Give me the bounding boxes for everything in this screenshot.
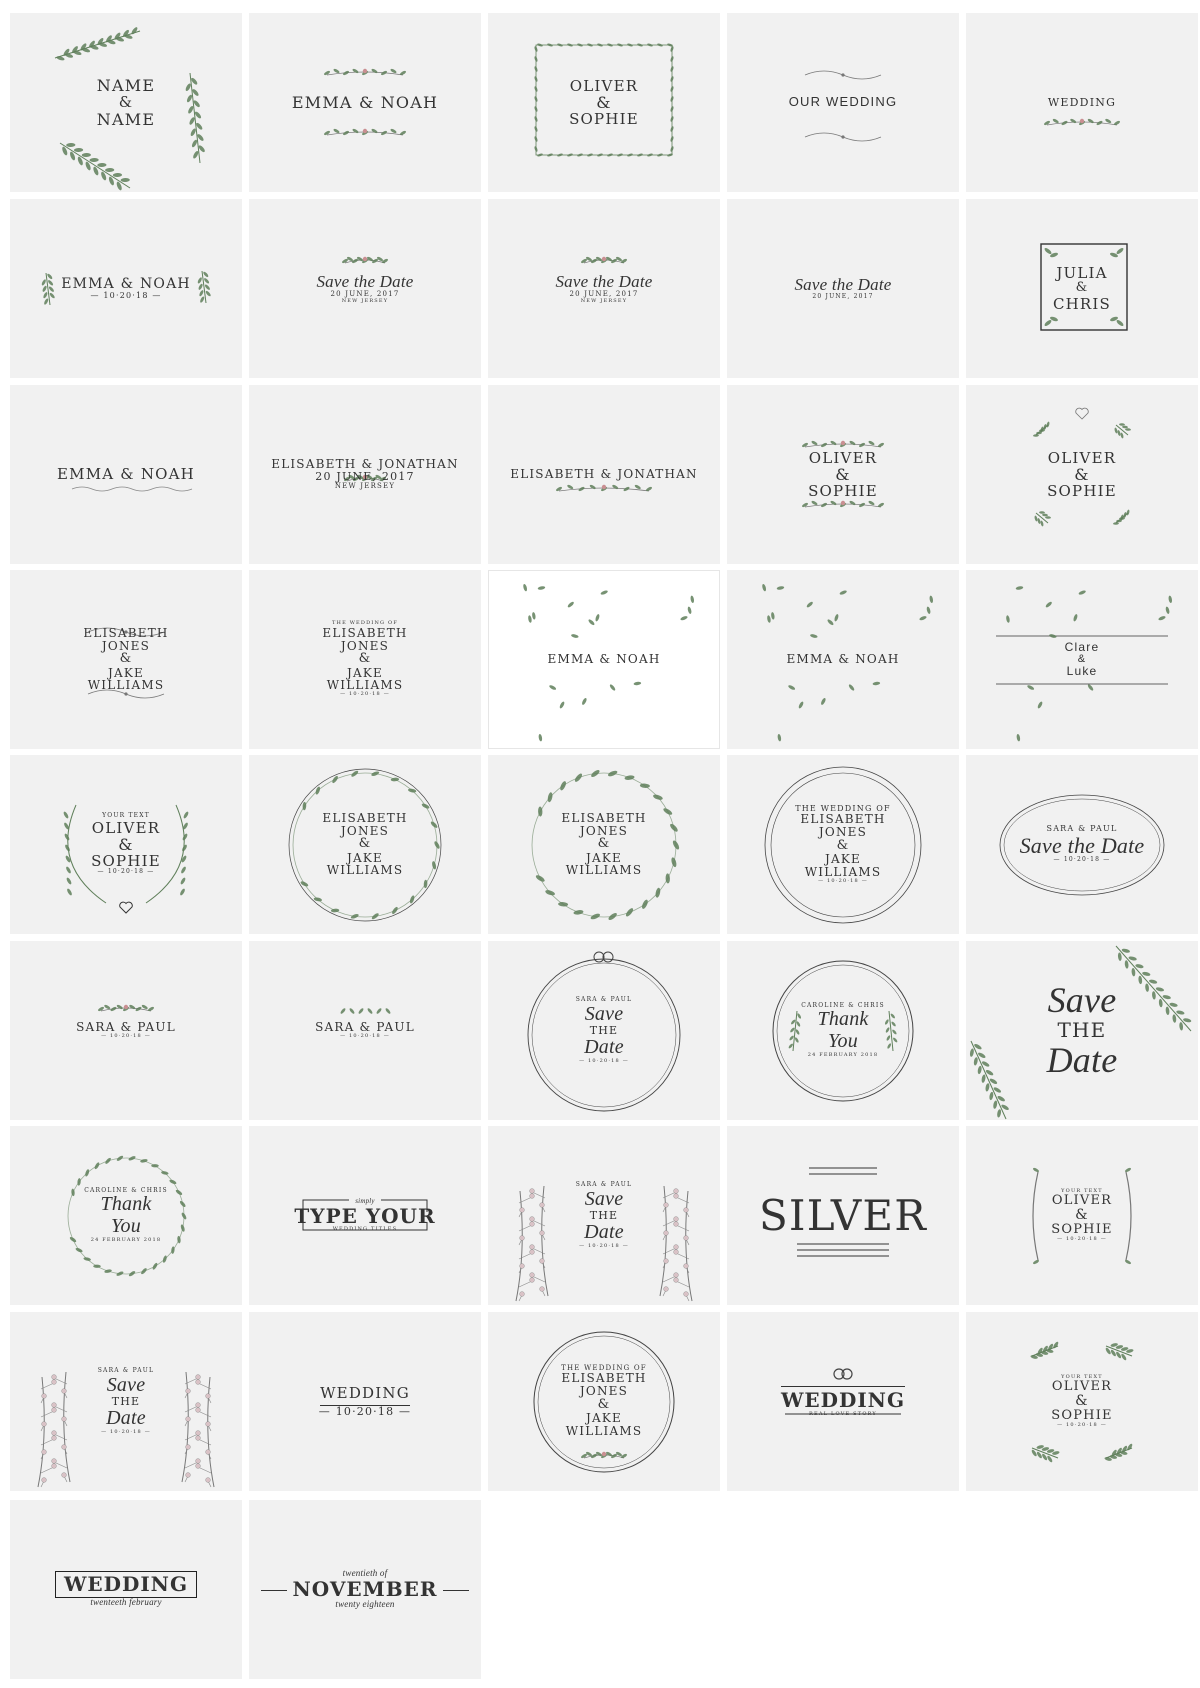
template-tile-save-the-date-inline[interactable]	[727, 199, 959, 378]
tile-text-line: &	[835, 464, 851, 484]
tile-text-line: WEDDING	[1047, 95, 1117, 109]
template-tile-elisabeth-jake-vine-ring-1[interactable]	[249, 755, 481, 934]
tile-text-line: Date	[106, 1406, 146, 1429]
tile-text-line: CAROLINE & CHRIS	[801, 1001, 885, 1009]
template-tile-julia-chris-box[interactable]	[966, 199, 1198, 378]
tile-text-line: JONES	[101, 638, 151, 653]
tile-text-block	[249, 941, 481, 1120]
tile-text-line: — 10·20·18 —	[818, 878, 868, 885]
tile-text-line: SARA & PAUL	[575, 1181, 633, 1189]
template-tile-save-the-date-nj-2[interactable]	[488, 199, 720, 378]
template-tile-emma-noah-garland[interactable]	[249, 13, 481, 192]
tile-text-line: EMMA & NOAH	[61, 275, 191, 292]
template-tile-elisabeth-jake-flourish[interactable]	[10, 570, 242, 749]
tile-text-line: — 10·20·18 —	[1057, 1422, 1107, 1429]
tile-text-line: WILLIAMS	[565, 863, 643, 878]
template-tile-elisabeth-jake-vine-ring-2[interactable]	[488, 755, 720, 934]
tile-text-line: OLIVER	[1047, 448, 1117, 467]
template-tile-oliver-sophie-frame[interactable]	[488, 13, 720, 192]
template-tile-type-your[interactable]	[249, 1126, 481, 1305]
tile-text-line: &	[1077, 652, 1087, 665]
tile-text-block	[966, 385, 1198, 564]
tile-text-line: THE WEDDING OF	[331, 620, 399, 627]
template-tile-caroline-chris-thank-you-wreath[interactable]	[10, 1126, 242, 1305]
tile-text-block	[488, 1312, 720, 1491]
tile-text-line: SOPHIE	[1051, 1408, 1113, 1424]
tile-text-line: OLIVER	[808, 448, 878, 467]
tile-text-line: ELISABETH	[322, 810, 408, 825]
tile-text-line: 24 FEBRUARY 2018	[807, 1051, 879, 1058]
tile-text-block	[10, 1500, 242, 1679]
tile-text-line: &	[836, 838, 850, 854]
tile-text-block	[966, 941, 1198, 1120]
tile-text-line: JAKE	[824, 852, 861, 867]
tile-text-line: Date	[1046, 1040, 1118, 1081]
tile-text-line: WEDDING TITLES	[332, 1226, 398, 1233]
tile-text-line: EMMA & NOAH	[57, 465, 195, 484]
tile-text-line: ELISABETH	[561, 1371, 647, 1386]
tile-text-block	[249, 570, 481, 749]
template-tile-wedding-boxed[interactable]	[10, 1500, 242, 1679]
tile-text-block	[727, 13, 959, 192]
template-tile-silver[interactable]	[727, 1126, 959, 1305]
tile-text-line: OLIVER	[569, 76, 639, 95]
tile-text-line: &	[1075, 1206, 1089, 1223]
tile-text-block	[727, 1126, 959, 1305]
tile-text-line: SARA & PAUL	[97, 1367, 155, 1375]
tile-text-line: &	[596, 92, 612, 112]
template-tile-sara-paul-blossom[interactable]	[488, 1126, 720, 1305]
tile-text-line: — 10·20·18 —	[97, 868, 155, 876]
tile-text-line: JAKE	[585, 1411, 622, 1426]
tile-text-line: JONES	[579, 823, 629, 838]
tile-text-line: NAME	[96, 76, 156, 96]
tile-text-line: JONES	[340, 638, 390, 653]
tile-text-line: NEW JERSEY	[580, 297, 628, 304]
tile-text-block	[966, 1126, 1198, 1305]
tile-text-line: twenty eighteen	[335, 1599, 395, 1610]
tile-text-block	[10, 1312, 242, 1491]
tile-text-line: SOPHIE	[569, 110, 639, 129]
tile-text-line: NEW JERSEY	[341, 297, 389, 304]
tile-text-line: SARA & PAUL	[76, 1020, 176, 1035]
tile-text-block	[727, 1312, 959, 1491]
tile-text-line: OLIVER	[91, 818, 161, 837]
tile-text-line: WEDDING	[55, 1571, 197, 1599]
template-tile-wedding-of-circle-2[interactable]	[488, 1312, 720, 1491]
template-tile-oliver-sophie-garlands[interactable]	[727, 385, 959, 564]
tile-text-line: WILLIAMS	[87, 678, 165, 693]
tile-text-line: — 10·20·18 —	[318, 1404, 412, 1418]
tile-text-line: SOPHIE	[808, 482, 878, 501]
tile-text-block	[488, 755, 720, 934]
tile-text-line: THE	[589, 1209, 619, 1223]
tile-text-line: &	[1075, 280, 1089, 296]
tile-text-line: WILLIAMS	[326, 863, 404, 878]
tile-text-line: SOPHIE	[91, 852, 161, 871]
template-tile-wedding-of-circle[interactable]	[727, 755, 959, 934]
template-tile-sara-paul-blossom-2[interactable]	[10, 1312, 242, 1491]
tile-text-block	[488, 13, 720, 192]
tile-text-block	[727, 755, 959, 934]
tile-text-line: CAROLINE & CHRIS	[84, 1186, 168, 1194]
tile-text-line: 20 JUNE, 2017	[569, 290, 639, 299]
tile-text-block	[966, 199, 1198, 378]
tile-text-block	[966, 1312, 1198, 1491]
tile-text-line: NEW JERSEY	[334, 482, 396, 491]
tile-text-line: — 10·20·18 —	[579, 1057, 629, 1064]
tile-text-line: OLIVER	[1051, 1192, 1113, 1208]
tile-text-line: JONES	[340, 823, 390, 838]
template-tile-oliver-sophie-corners[interactable]	[966, 385, 1198, 564]
tile-text-line: WEDDING	[780, 1388, 906, 1412]
tile-text-block	[249, 755, 481, 934]
tile-text-line: THE WEDDING OF	[795, 803, 891, 813]
tile-text-line: YOUR TEXT	[1061, 1373, 1103, 1380]
tile-text-line: ELISABETH	[83, 625, 169, 640]
tile-text-line: &	[1074, 464, 1090, 484]
tile-text-line: 20 JUNE, 2017	[315, 470, 415, 484]
tile-text-line: WILLIAMS	[804, 865, 882, 880]
tile-text-block	[10, 941, 242, 1120]
tile-text-line: Save	[1047, 979, 1117, 1020]
tile-text-line: OUR WEDDING	[788, 94, 898, 110]
tile-text-line: THE WEDDING OF	[561, 1363, 647, 1372]
tile-text-line: — 10·20·18 —	[90, 290, 162, 300]
template-tile-oliver-sophie-greens[interactable]	[966, 1312, 1198, 1491]
tile-text-line: YOUR TEXT	[102, 812, 150, 820]
tile-text-block	[10, 570, 242, 749]
tile-text-block	[10, 199, 242, 378]
tile-text-line: &	[118, 834, 134, 854]
tile-text-block	[488, 385, 720, 564]
tile-text-line: — 10·20·18 —	[579, 1242, 629, 1249]
tile-text-block	[966, 13, 1198, 192]
tile-text-line: ELISABETH & JONATHAN	[510, 467, 698, 482]
template-tile-emma-noah-wave[interactable]	[10, 385, 242, 564]
tile-text-line: JULIA	[1056, 264, 1108, 283]
tile-text-line: 20 JUNE, 2017	[812, 293, 874, 301]
tile-text-line: SOPHIE	[1047, 482, 1117, 501]
tile-text-line: Save	[584, 1002, 624, 1025]
tile-text-block	[249, 13, 481, 192]
template-tile-oliver-sophie-laurel[interactable]	[10, 755, 242, 934]
tile-text-line: Save	[106, 1373, 146, 1396]
tile-text-line: 20 JUNE, 2017	[330, 290, 400, 299]
template-tile-oliver-sophie-brackets[interactable]	[966, 1126, 1198, 1305]
tile-text-line: Luke	[1066, 664, 1098, 679]
template-tile-wedding-sprig[interactable]	[966, 13, 1198, 192]
tile-text-line: THE	[589, 1024, 619, 1038]
tile-text-line: — 10·20·18 —	[340, 1033, 390, 1040]
template-tile-sara-paul-garland[interactable]	[10, 941, 242, 1120]
template-tile-wedding-rings-love-story[interactable]	[727, 1312, 959, 1491]
tile-text-block	[249, 1500, 481, 1679]
tile-text-line: YOUR TEXT	[1061, 1187, 1103, 1194]
tile-text-line: &	[1075, 1392, 1089, 1409]
tile-text-line: SILVER	[758, 1190, 928, 1240]
tile-text-block	[10, 1126, 242, 1305]
tile-text-line: EMMA & NOAH	[786, 652, 900, 667]
tile-text-line: JONES	[818, 825, 868, 840]
tile-text-block	[488, 941, 720, 1120]
tile-text-block	[488, 199, 720, 378]
template-tile-emma-noah-date[interactable]	[10, 199, 242, 378]
template-tile-elisabeth-jonathan-garland[interactable]	[488, 385, 720, 564]
tile-text-line: JAKE	[346, 850, 383, 865]
tile-text-line: EMMA & NOAH	[291, 92, 439, 112]
tile-text-line: OLIVER	[1051, 1378, 1113, 1394]
tile-text-block	[10, 755, 242, 934]
tile-text-line: &	[119, 651, 133, 667]
template-tile-emma-noah-petals[interactable]	[727, 570, 959, 749]
tile-text-line: Save	[584, 1187, 624, 1210]
tile-text-line: &	[597, 836, 611, 852]
template-tile-sara-paul-save-date-oval[interactable]	[966, 755, 1198, 934]
template-tile-our-wedding[interactable]	[727, 13, 959, 192]
tile-text-block	[488, 1126, 720, 1305]
tile-text-line: — 10·20·18 —	[101, 1033, 151, 1040]
tile-text-block	[727, 941, 959, 1120]
tile-text-line: TYPE YOUR	[294, 1203, 436, 1228]
tile-text-line: SOPHIE	[1051, 1222, 1113, 1238]
template-tile-clare-luke[interactable]	[966, 570, 1198, 749]
tile-text-line: ELISABETH & JONATHAN	[271, 457, 459, 472]
tile-text-line: You	[828, 1030, 858, 1053]
tile-text-line: Save the Date	[794, 275, 892, 295]
tile-text-line: JAKE	[585, 850, 622, 865]
tile-text-block	[249, 199, 481, 378]
template-tile-elisabeth-jonathan-date[interactable]	[249, 385, 481, 564]
tile-text-block	[966, 755, 1198, 934]
template-tile-caroline-chris-thank-you-circle[interactable]	[727, 941, 959, 1120]
tile-text-block	[488, 570, 720, 749]
tile-text-block	[249, 385, 481, 564]
tile-text-line: &	[358, 651, 372, 667]
template-tile-save-the-date-nj-1[interactable]	[249, 199, 481, 378]
tile-text-line: WILLIAMS	[565, 1424, 643, 1439]
template-tile-name-and-name[interactable]	[10, 13, 242, 192]
tile-text-line: Thank	[817, 1008, 869, 1031]
tile-text-line: twentieth of	[342, 1567, 388, 1578]
tile-text-line: Save the Date	[316, 271, 414, 291]
tile-text-line: SARA & PAUL	[315, 1020, 415, 1035]
tile-text-line: Date	[584, 1220, 624, 1243]
tile-text-line: &	[118, 93, 134, 112]
tile-text-line: — 10·20·18 —	[1057, 1236, 1107, 1243]
tile-text-line: JONES	[579, 1384, 629, 1399]
tile-text-block	[10, 385, 242, 564]
tile-text-line: JAKE	[346, 665, 383, 680]
tile-text-line: ELISABETH	[322, 625, 408, 640]
tile-text-line: THE	[1057, 1017, 1107, 1042]
tile-text-line: SARA & PAUL	[575, 996, 633, 1004]
template-tile-emma-noah-petals-white[interactable]	[488, 570, 720, 749]
tile-text-line: 24 FEBRUARY 2018	[90, 1236, 162, 1243]
tile-text-block	[727, 199, 959, 378]
tile-text-line: THE	[111, 1395, 141, 1409]
tile-text-block	[249, 1312, 481, 1491]
template-tile-wedding-date-rule[interactable]	[249, 1312, 481, 1491]
tile-text-line: &	[358, 836, 372, 852]
tile-text-line: — 10·20·18 —	[340, 691, 390, 698]
tile-text-line: Thank	[100, 1193, 152, 1216]
tile-text-line: twenteeth february	[90, 1597, 162, 1608]
tile-text-line: Date	[584, 1035, 624, 1058]
tile-text-line: ELISABETH	[561, 810, 647, 825]
tile-text-block	[727, 385, 959, 564]
template-tile-sara-paul-leaves[interactable]	[249, 941, 481, 1120]
tile-text-line: — 10·20·18 —	[101, 1428, 151, 1435]
tile-text-line: SARA & PAUL	[1046, 824, 1118, 834]
template-tile-twentieth-of-november[interactable]	[249, 1500, 481, 1679]
tile-text-line: EMMA & NOAH	[547, 652, 661, 667]
tile-text-line: ELISABETH	[800, 812, 886, 827]
template-tile-save-the-date-big[interactable]	[966, 941, 1198, 1120]
tile-text-line: REAL LOVE STORY	[809, 1410, 877, 1417]
tile-text-block	[10, 13, 242, 192]
tile-text-line: NAME	[96, 109, 156, 129]
tile-text-block	[966, 570, 1198, 749]
tile-text-line: — 10·20·18 —	[1053, 856, 1111, 864]
tile-text-line: simply	[355, 1197, 375, 1206]
tile-text-line: CHRIS	[1052, 294, 1112, 313]
tile-text-line: Save the Date	[1019, 832, 1145, 858]
template-tile-sara-paul-ring-circle[interactable]	[488, 941, 720, 1120]
template-tile-wedding-of-elisabeth-jake[interactable]	[249, 570, 481, 749]
tile-text-line: Clare	[1064, 639, 1100, 654]
tile-text-line: JAKE	[107, 665, 144, 680]
tile-text-line: NOVEMBER	[256, 1579, 473, 1601]
tile-text-line: &	[597, 1397, 611, 1413]
tile-text-line: WEDDING	[320, 1385, 410, 1405]
tile-text-block	[249, 1126, 481, 1305]
tile-text-line: You	[111, 1215, 141, 1238]
tile-text-line: WILLIAMS	[326, 678, 404, 693]
tile-text-block	[727, 570, 959, 749]
tile-text-line: Save the Date	[555, 271, 653, 291]
